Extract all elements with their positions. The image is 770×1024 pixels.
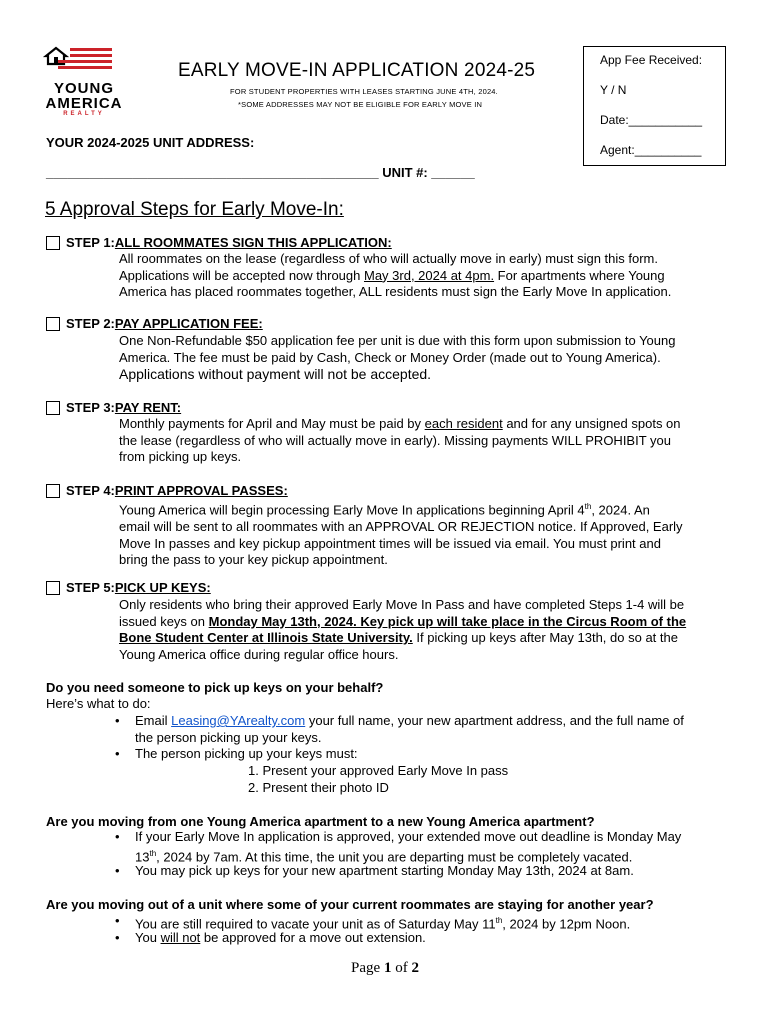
step-3-line: Monthly payments for April and May must be paid by each resident and for any unsigned spots on [119,416,681,431]
step-5-body [119,597,739,663]
step-4-title: PRINT APPROVAL PASSES: [114,483,288,498]
step-1-line: Applications will be accepted now through May 3rd, 2024 at 4pm. For apartments where Young [119,267,665,283]
step-1-heading [46,235,392,250]
step-2-title: PAY APPLICATION FEE: [114,316,263,331]
list-item: • Email Leasing@YArealty.com your full name, your new apartment address, and the full name of the person picking up your keys. [115,713,684,745]
step-5-line: Bone Student Center at Illinois State University. If picking up keys after May 13th, do so at the [119,630,678,646]
office-use-box [583,46,726,166]
step-3-body [119,416,739,466]
numbered-item: 2. Present their photo ID [248,780,389,795]
form-eligibility-note: *SOME ADDRESSES MAY NOT BE ELIGIBLE FOR EARLY MOVE IN [238,100,483,109]
step-4-heading [46,483,288,498]
question-proxy-intro: Here’s what to do: [46,696,151,711]
step-2-line: Applications without payment will not be accepted. [119,366,432,383]
step-5-line: Only residents who bring their approved Early Move In Pass and have completed Steps 1-4 will be [119,597,685,612]
list-item: • If your Early Move In application is approved, your extended move out deadline is Monday May 13th, 2024 by 7am. At this time, the unit you are departing must be completely vacated. [115,829,682,864]
step-5-title: PICK UP KEYS: [114,580,211,595]
company-logo [42,44,126,120]
step-5-line: issued keys on Monday May 13th, 2024. Key pick up will take place in the Circus Room of the [119,613,687,629]
step-2-body [119,333,739,383]
list-item: • You will not be approved for a move out extension. [115,930,426,945]
fee-agent-field[interactable]: Agent:__________ [600,143,702,157]
step-4-line: bring the pass to your key pickup appointment. [119,552,388,568]
fee-received-label: App Fee Received: [600,53,703,67]
step-1-number: STEP 1: [66,235,115,250]
question-proxy-pickup: Do you need someone to pick up keys on your behalf? [46,680,384,695]
logo-word-america: AMERICA [45,95,123,112]
step-2-line: One Non-Refundable $50 application fee per unit is due with this form upon submission to Young [119,333,676,348]
step-5-heading [46,580,211,595]
step-3-number: STEP 3: [66,400,115,415]
unit-address-label: YOUR 2024-2025 UNIT ADDRESS: [46,135,255,150]
step-1-checkbox[interactable] [46,236,60,250]
step-2-line: America. The fee must be paid by Cash, Check or Money Order (made out to Young America). [119,349,661,365]
logo-word-young: YOUNG [53,80,114,97]
step-1-line: America has placed roommates together, ALL residents must sign the Early Move In application. [119,284,672,300]
logo-house-flag-icon [42,44,126,76]
step-4-line: email will be sent to all roommates with an APPROVAL OR REJECTION notice. If Approved, Early [119,518,683,534]
list-item: • The person picking up your keys must: [115,746,358,761]
numbered-item: 1. Present your approved Early Move In pass [248,763,509,778]
step-2-number: STEP 2: [66,316,115,331]
logo-word-realty: REALTY [63,111,105,117]
step-3-checkbox[interactable] [46,401,60,415]
step-3-line: from picking up keys. [119,449,242,465]
list-item: • You are still required to vacate your unit as of Saturday May 11th, 2024 by 12pm Noon. [115,913,631,932]
step-4-line: Move In passes and key pickup appointment times will be issued via email. You must print and [119,535,661,551]
step-1-line: All roommates on the lease (regardless of who will actually move in early) must sign this form. [119,251,658,266]
fee-yes-no[interactable]: Y / N [600,83,627,97]
unit-address-field[interactable]: ______________________________________________ UNIT #: ______ [46,165,475,180]
step-5-checkbox[interactable] [46,581,60,595]
step-4-line: Young America will begin processing Early Move In applications beginning April 4th, 2024. An [119,502,650,518]
step-3-heading [46,400,181,415]
form-title: EARLY MOVE-IN APPLICATION 2024-25 [178,60,536,81]
step-4-checkbox[interactable] [46,484,60,498]
list-item: • You may pick up keys for your new apartment starting Monday May 13th, 2024 at 8am. [115,863,634,878]
form-subtitle: FOR STUDENT PROPERTIES WITH LEASES STARTING JUNE 4TH, 2024. [230,87,498,96]
step-4-body [119,499,739,569]
step-5-line: Young America office during regular office hours. [119,646,399,662]
fee-date-field[interactable]: Date:___________ [600,113,703,127]
question-roommates-staying: Are you moving out of a unit where some of your current roommates are staying for another year? [46,897,654,912]
step-3-line: the lease (regardless of who will actually move in early). Missing payments WILL PROHIBIT you [119,432,671,448]
step-4-number: STEP 4: [66,483,115,498]
step-2-heading [46,316,263,331]
email-link[interactable]: Leasing@YArealty.com [171,713,306,728]
steps-heading: 5 Approval Steps for Early Move-In: [45,199,344,220]
step-1-title: ALL ROOMMATES SIGN THIS APPLICATION: [114,235,392,250]
step-2-checkbox[interactable] [46,317,60,331]
step-5-number: STEP 5: [66,580,115,595]
question-apartment-transfer: Are you moving from one Young America apartment to a new Young America apartment? [46,814,595,829]
step-1-body [119,251,739,301]
step-3-title: PAY RENT: [114,400,182,415]
page-number: Page 1 of 2 [351,960,419,976]
